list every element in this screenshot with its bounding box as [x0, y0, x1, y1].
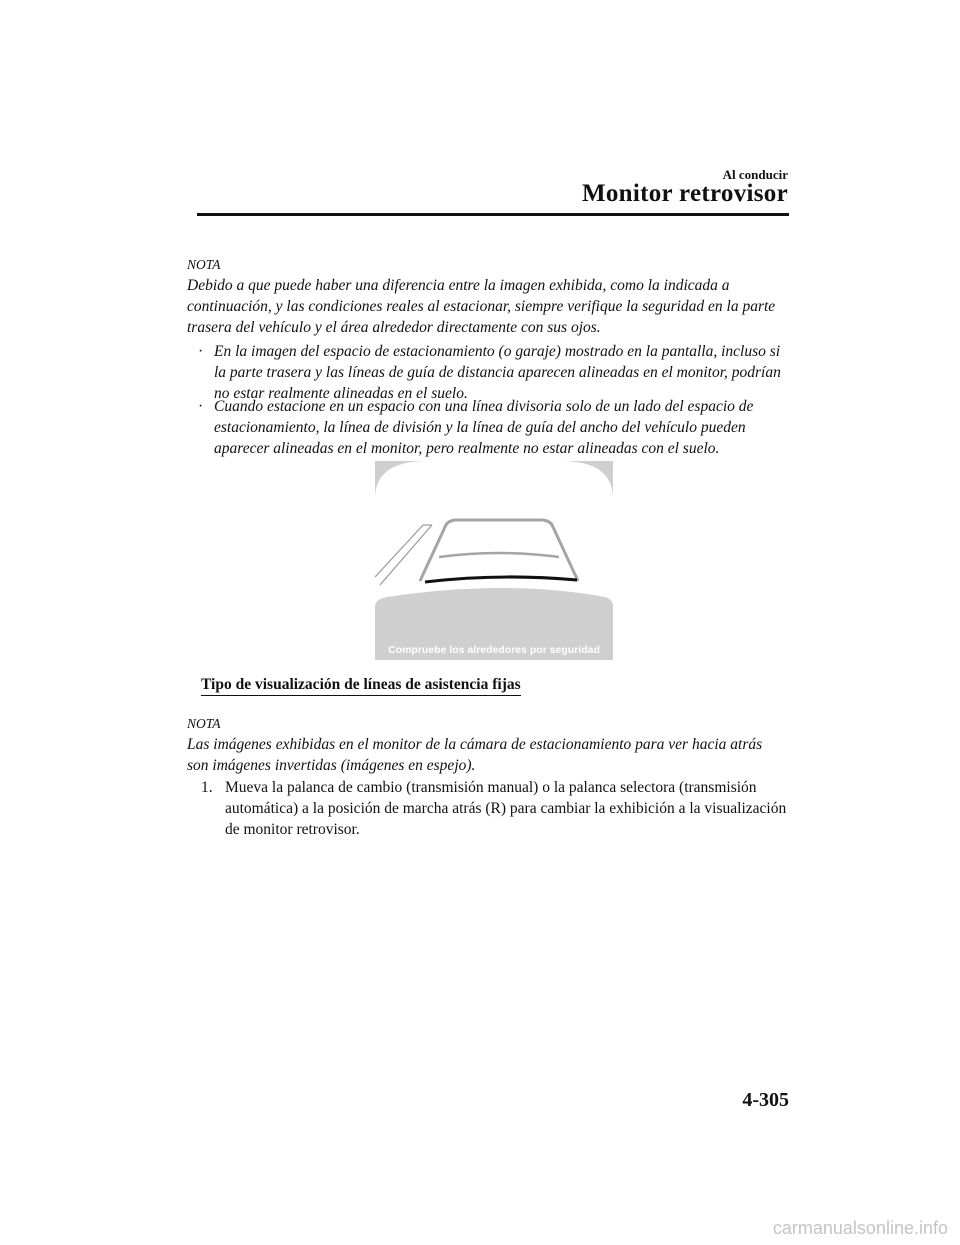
watermark: carmanualsonline.info: [772, 1218, 948, 1238]
bullet-dot-icon: ·: [198, 398, 204, 415]
header-rule: [197, 213, 789, 216]
note-text: Las imágenes exhibidas en el monitor de la cámara de estacionamiento para ver hacia atrás son imágenes invertidas (imágenes en espejo).: [187, 736, 763, 774]
note-label: NOTA: [187, 257, 221, 272]
camera-view-area: [375, 461, 613, 607]
rear-camera-figure: [375, 461, 613, 660]
step-number: 1.: [201, 779, 213, 796]
section-label: Al conducir: [722, 167, 788, 182]
bullet-dot-icon: ·: [198, 343, 204, 360]
section-subheading: Tipo de visualización de líneas de asistencia fijas: [201, 676, 521, 696]
note-bullet: [198, 341, 788, 404]
note-label: NOTA: [187, 716, 221, 731]
procedure-step: [201, 777, 791, 840]
page-number: 4-305: [742, 1089, 789, 1111]
step-text: Mueva la palanca de cambio (transmisión manual) o la palanca selectora (transmisión automática) a la posición de marcha atrás (R) para cambiar la exhibición a la visualización de monitor retrovisor.: [225, 779, 787, 838]
bullet-text: Cuando estacione en un espacio con una línea divisoria solo de un lado del espacio de estacionamiento, la línea de división y la línea de guía del ancho del vehículo pueden aparecer alineadas en el monitor, pero realmente no estar alineadas con el suelo.: [214, 398, 754, 457]
note-bullet: [198, 396, 788, 459]
bullet-text: En la imagen del espacio de estacionamiento (o garaje) mostrado en la pantalla, incluso si la parte trasera y las líneas de guía de distancia aparecen alineadas en el monitor, podrían no estar realmente alineadas en el suelo.: [214, 343, 781, 402]
screen-caption: Compruebe los alrededores por seguridad: [388, 644, 600, 656]
note-text: Debido a que puede haber una diferencia entre la imagen exhibida, como la indicada a continuación, y las condiciones reales al estacionar, siempre verifique la seguridad en la parte trasera del vehículo y el área alrededor directamente con sus ojos.: [187, 277, 776, 336]
note-block-2: [187, 713, 787, 776]
note-block-1: [187, 254, 787, 338]
page-title: Monitor retrovisor: [581, 180, 788, 207]
rear-camera-screen-illustration: [375, 461, 613, 660]
